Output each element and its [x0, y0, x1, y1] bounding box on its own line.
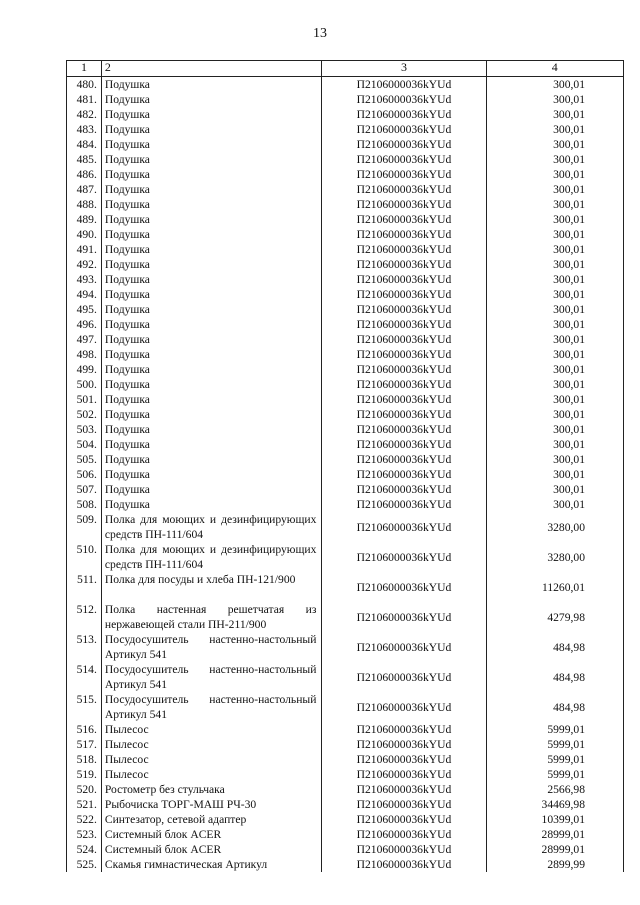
item-name: Подушка: [101, 242, 322, 257]
row-number: 500.: [67, 377, 102, 392]
item-code: П2106000036kYUd: [322, 167, 486, 182]
item-code: П2106000036kYUd: [322, 797, 486, 812]
item-value: 300,01: [486, 347, 623, 362]
item-name: Полка для посуды и хлеба ПН-121/900: [101, 572, 322, 602]
item-value: 300,01: [486, 122, 623, 137]
row-number: 519.: [67, 767, 102, 782]
table-row: [67, 692, 624, 722]
table-row: [67, 497, 624, 512]
item-value: 300,01: [486, 227, 623, 242]
item-value: 34469,98: [486, 797, 623, 812]
item-name: Посудосушитель настенно-настольный Артикул 541: [101, 632, 322, 662]
item-name: Пылесос: [101, 767, 322, 782]
item-name: Подушка: [101, 407, 322, 422]
item-code: П2106000036kYUd: [322, 122, 486, 137]
item-value: 300,01: [486, 197, 623, 212]
item-name: Подушка: [101, 122, 322, 137]
table-row: [67, 437, 624, 452]
table-row: [67, 317, 624, 332]
item-name: Пылесос: [101, 752, 322, 767]
item-value: 300,01: [486, 257, 623, 272]
row-number: 506.: [67, 467, 102, 482]
table-row: [67, 242, 624, 257]
table-row: [67, 362, 624, 377]
item-code: П2106000036kYUd: [322, 692, 486, 722]
item-value: 300,01: [486, 407, 623, 422]
column-header-3: 3: [322, 61, 486, 77]
item-code: П2106000036kYUd: [322, 857, 486, 872]
table-row: [67, 602, 624, 632]
row-number: 498.: [67, 347, 102, 362]
row-number: 483.: [67, 122, 102, 137]
table-row: [67, 752, 624, 767]
item-value: 300,01: [486, 212, 623, 227]
row-number: 521.: [67, 797, 102, 812]
item-name: Пылесос: [101, 722, 322, 737]
item-value: 300,01: [486, 392, 623, 407]
item-name: Подушка: [101, 317, 322, 332]
item-name: Подушка: [101, 422, 322, 437]
row-number: 525.: [67, 857, 102, 872]
row-number: 508.: [67, 497, 102, 512]
item-name: Подушка: [101, 437, 322, 452]
item-code: П2106000036kYUd: [322, 422, 486, 437]
item-name: Скамья гимнастическая Артикул: [101, 857, 322, 872]
item-value: 484,98: [486, 692, 623, 722]
item-code: П2106000036kYUd: [322, 452, 486, 467]
item-code: П2106000036kYUd: [322, 392, 486, 407]
item-value: 300,01: [486, 137, 623, 152]
item-value: 300,01: [486, 422, 623, 437]
item-name: Подушка: [101, 137, 322, 152]
row-number: 520.: [67, 782, 102, 797]
item-name: Подушка: [101, 182, 322, 197]
table-row: [67, 392, 624, 407]
item-code: П2106000036kYUd: [322, 347, 486, 362]
item-code: П2106000036kYUd: [322, 542, 486, 572]
item-value: 300,01: [486, 272, 623, 287]
table-row: [67, 227, 624, 242]
item-value: 300,01: [486, 152, 623, 167]
item-name: Подушка: [101, 302, 322, 317]
item-name: Подушка: [101, 452, 322, 467]
table-body: [67, 77, 624, 873]
item-code: П2106000036kYUd: [322, 752, 486, 767]
row-number: 522.: [67, 812, 102, 827]
table-row: [67, 332, 624, 347]
table-row: [67, 512, 624, 542]
table-row: [67, 137, 624, 152]
table-row: [67, 842, 624, 857]
item-name: Системный блок ACER: [101, 842, 322, 857]
row-number: 482.: [67, 107, 102, 122]
item-code: П2106000036kYUd: [322, 257, 486, 272]
table-row: [67, 92, 624, 107]
row-number: 510.: [67, 542, 102, 572]
item-code: П2106000036kYUd: [322, 377, 486, 392]
table-row: [67, 482, 624, 497]
item-value: 5999,01: [486, 767, 623, 782]
table-row: [67, 467, 624, 482]
item-name: Подушка: [101, 92, 322, 107]
item-name: Подушка: [101, 347, 322, 362]
item-name: Подушка: [101, 227, 322, 242]
table-row: [67, 77, 624, 93]
item-value: 300,01: [486, 317, 623, 332]
item-value: 300,01: [486, 167, 623, 182]
item-name: Подушка: [101, 497, 322, 512]
item-value: 2899,99: [486, 857, 623, 872]
table-row: [67, 662, 624, 692]
item-name: Полка настенная решетчатая из нержавеющей стали ПН-211/900: [101, 602, 322, 632]
table-row: [67, 152, 624, 167]
item-code: П2106000036kYUd: [322, 497, 486, 512]
item-name: Подушка: [101, 152, 322, 167]
item-value: 5999,01: [486, 737, 623, 752]
item-code: П2106000036kYUd: [322, 662, 486, 692]
item-value: 10399,01: [486, 812, 623, 827]
item-name: Полка для моющих и дезинфицирующих средств ПН-111/604: [101, 512, 322, 542]
item-code: П2106000036kYUd: [322, 737, 486, 752]
item-code: П2106000036kYUd: [322, 242, 486, 257]
row-number: 481.: [67, 92, 102, 107]
item-value: 300,01: [486, 467, 623, 482]
row-number: 511.: [67, 572, 102, 602]
page-number: 13: [313, 26, 327, 41]
row-number: 514.: [67, 662, 102, 692]
row-number: 503.: [67, 422, 102, 437]
item-name: Подушка: [101, 377, 322, 392]
item-value: 484,98: [486, 632, 623, 662]
row-number: 492.: [67, 257, 102, 272]
item-code: П2106000036kYUd: [322, 572, 486, 602]
item-name: Подушка: [101, 272, 322, 287]
row-number: 501.: [67, 392, 102, 407]
item-name: Подушка: [101, 77, 322, 93]
item-code: П2106000036kYUd: [322, 212, 486, 227]
column-header-2: 2: [101, 61, 322, 77]
item-name: Подушка: [101, 197, 322, 212]
item-value: 300,01: [486, 302, 623, 317]
table-row: [67, 212, 624, 227]
item-code: П2106000036kYUd: [322, 317, 486, 332]
item-value: 5999,01: [486, 752, 623, 767]
row-number: 517.: [67, 737, 102, 752]
table-row: [67, 452, 624, 467]
row-number: 515.: [67, 692, 102, 722]
item-value: 300,01: [486, 287, 623, 302]
item-code: П2106000036kYUd: [322, 782, 486, 797]
table-row: [67, 122, 624, 137]
row-number: 516.: [67, 722, 102, 737]
column-header-4: 4: [486, 61, 623, 77]
row-number: 502.: [67, 407, 102, 422]
table-row: [67, 107, 624, 122]
item-code: П2106000036kYUd: [322, 767, 486, 782]
item-code: П2106000036kYUd: [322, 197, 486, 212]
item-code: П2106000036kYUd: [322, 92, 486, 107]
item-code: П2106000036kYUd: [322, 302, 486, 317]
item-value: 4279,98: [486, 602, 623, 632]
item-code: П2106000036kYUd: [322, 362, 486, 377]
item-code: П2106000036kYUd: [322, 107, 486, 122]
item-name: Синтезатор, сетевой адаптер: [101, 812, 322, 827]
row-number: 509.: [67, 512, 102, 542]
item-value: 300,01: [486, 332, 623, 347]
row-number: 490.: [67, 227, 102, 242]
item-value: 300,01: [486, 377, 623, 392]
item-code: П2106000036kYUd: [322, 227, 486, 242]
item-name: Рыбочиска ТОРГ-МАШ РЧ-30: [101, 797, 322, 812]
item-name: Подушка: [101, 167, 322, 182]
item-name: Подушка: [101, 287, 322, 302]
item-name: Подушка: [101, 332, 322, 347]
item-value: 300,01: [486, 242, 623, 257]
item-value: 28999,01: [486, 827, 623, 842]
item-name: Подушка: [101, 482, 322, 497]
table-row: [67, 572, 624, 602]
item-value: 484,98: [486, 662, 623, 692]
item-code: П2106000036kYUd: [322, 287, 486, 302]
table-header-row: [67, 61, 624, 77]
item-code: П2106000036kYUd: [322, 182, 486, 197]
row-number: 487.: [67, 182, 102, 197]
item-name: Подушка: [101, 467, 322, 482]
row-number: 504.: [67, 437, 102, 452]
item-code: П2106000036kYUd: [322, 512, 486, 542]
column-header-1: 1: [67, 61, 102, 77]
row-number: 524.: [67, 842, 102, 857]
table-row: [67, 167, 624, 182]
item-code: П2106000036kYUd: [322, 152, 486, 167]
table-row: [67, 272, 624, 287]
row-number: 480.: [67, 77, 102, 93]
item-value: 5999,01: [486, 722, 623, 737]
table-row: [67, 812, 624, 827]
table-row: [67, 797, 624, 812]
item-value: 2566,98: [486, 782, 623, 797]
item-value: 11260,01: [486, 572, 623, 602]
table-row: [67, 422, 624, 437]
item-name: Подушка: [101, 392, 322, 407]
item-value: 300,01: [486, 497, 623, 512]
row-number: 495.: [67, 302, 102, 317]
item-code: П2106000036kYUd: [322, 827, 486, 842]
item-code: П2106000036kYUd: [322, 722, 486, 737]
row-number: 513.: [67, 632, 102, 662]
table-row: [67, 737, 624, 752]
item-name: Системный блок ACER: [101, 827, 322, 842]
table-row: [67, 542, 624, 572]
item-code: П2106000036kYUd: [322, 812, 486, 827]
item-value: 3280,00: [486, 512, 623, 542]
item-code: П2106000036kYUd: [322, 467, 486, 482]
item-name: Посудосушитель настенно-настольный Артикул 541: [101, 662, 322, 692]
row-number: 496.: [67, 317, 102, 332]
item-value: 300,01: [486, 452, 623, 467]
table-row: [67, 722, 624, 737]
item-name: Подушка: [101, 212, 322, 227]
item-name: Подушка: [101, 362, 322, 377]
row-number: 507.: [67, 482, 102, 497]
item-code: П2106000036kYUd: [322, 332, 486, 347]
item-code: П2106000036kYUd: [322, 77, 486, 93]
item-code: П2106000036kYUd: [322, 137, 486, 152]
item-code: П2106000036kYUd: [322, 842, 486, 857]
row-number: 486.: [67, 167, 102, 182]
item-name: Подушка: [101, 107, 322, 122]
item-code: П2106000036kYUd: [322, 632, 486, 662]
item-value: 28999,01: [486, 842, 623, 857]
table-row: [67, 632, 624, 662]
table-row: [67, 782, 624, 797]
item-name: Посудосушитель настенно-настольный Артикул 541: [101, 692, 322, 722]
row-number: 497.: [67, 332, 102, 347]
table-row: [67, 767, 624, 782]
table-row: [67, 347, 624, 362]
table-row: [67, 377, 624, 392]
row-number: 499.: [67, 362, 102, 377]
item-name: Ростометр без стульчака: [101, 782, 322, 797]
table-row: [67, 257, 624, 272]
table-row: [67, 827, 624, 842]
table-row: [67, 287, 624, 302]
row-number: 505.: [67, 452, 102, 467]
row-number: 494.: [67, 287, 102, 302]
row-number: 512.: [67, 602, 102, 632]
table-row: [67, 302, 624, 317]
item-name: Полка для моющих и дезинфицирующих средств ПН-111/604: [101, 542, 322, 572]
row-number: 489.: [67, 212, 102, 227]
item-value: 300,01: [486, 182, 623, 197]
item-value: 300,01: [486, 482, 623, 497]
table-row: [67, 197, 624, 212]
item-code: П2106000036kYUd: [322, 602, 486, 632]
item-code: П2106000036kYUd: [322, 437, 486, 452]
row-number: 491.: [67, 242, 102, 257]
item-value: 300,01: [486, 437, 623, 452]
item-value: 300,01: [486, 362, 623, 377]
row-number: 523.: [67, 827, 102, 842]
row-number: 518.: [67, 752, 102, 767]
row-number: 493.: [67, 272, 102, 287]
row-number: 485.: [67, 152, 102, 167]
item-value: 3280,00: [486, 542, 623, 572]
table-row: [67, 407, 624, 422]
item-value: 300,01: [486, 107, 623, 122]
row-number: 484.: [67, 137, 102, 152]
row-number: 488.: [67, 197, 102, 212]
table-row: [67, 857, 624, 872]
table-row: [67, 182, 624, 197]
item-name: Подушка: [101, 257, 322, 272]
item-code: П2106000036kYUd: [322, 407, 486, 422]
item-name: Пылесос: [101, 737, 322, 752]
item-value: 300,01: [486, 77, 623, 93]
item-code: П2106000036kYUd: [322, 482, 486, 497]
item-value: 300,01: [486, 92, 623, 107]
item-code: П2106000036kYUd: [322, 272, 486, 287]
inventory-table: [66, 60, 624, 872]
